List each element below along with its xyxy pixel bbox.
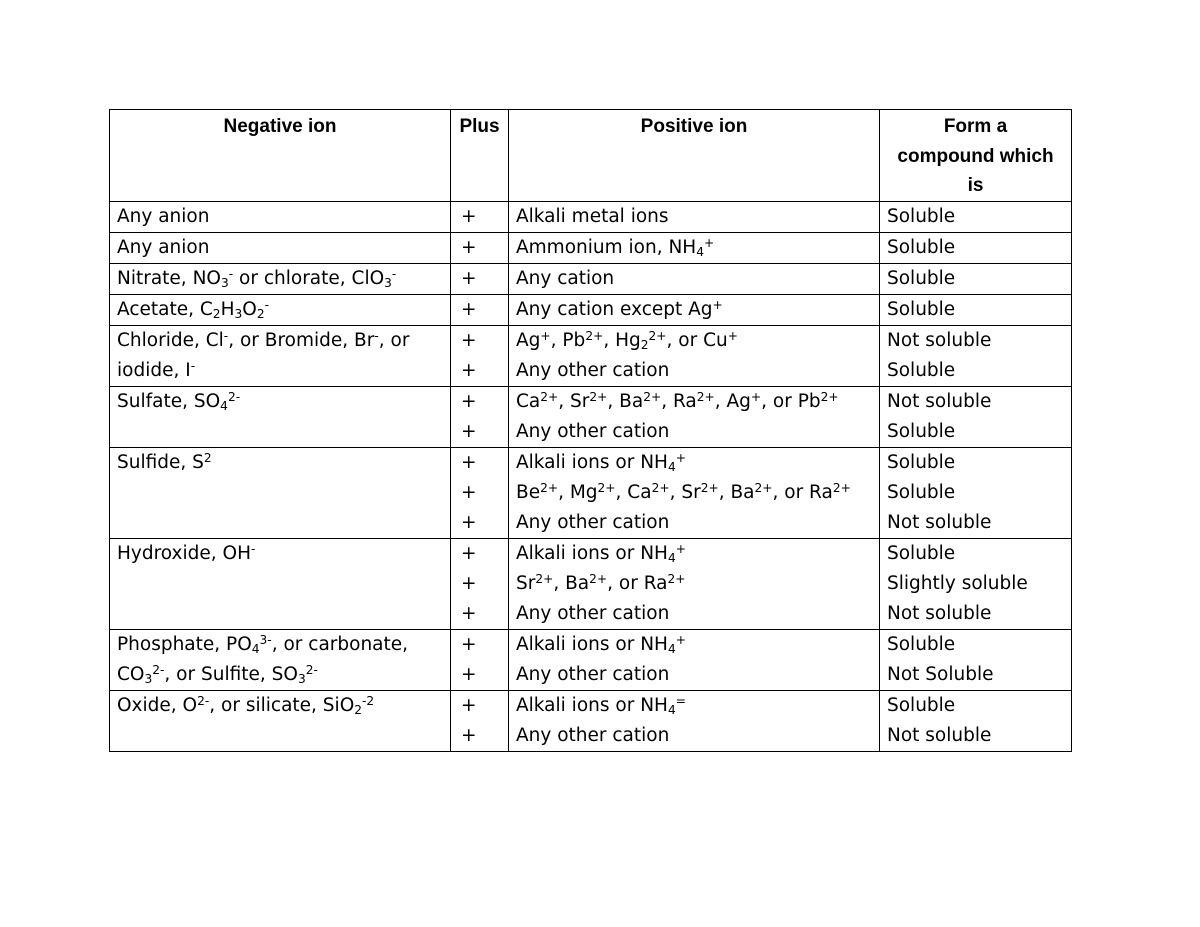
solubility-table [109, 109, 1072, 752]
solubility-result: Not soluble [887, 390, 992, 412]
subscript-text: 2 [354, 703, 363, 718]
plus-sign: + [461, 359, 477, 381]
text-run: Be [516, 481, 541, 503]
result-cell [880, 263, 1072, 294]
table-body [110, 201, 1072, 751]
text-run: iodide, I [117, 359, 191, 381]
negative-ion-text [110, 356, 450, 386]
plus-cell [451, 232, 509, 263]
subscript-text: 4 [667, 703, 676, 718]
negative-ion-text [110, 326, 450, 356]
text-run: , Mg [558, 481, 598, 503]
text-run: CO [117, 663, 145, 685]
text-run: , or Ra [772, 481, 833, 503]
text-run: , or silicate, SiO [209, 694, 355, 716]
plus-cell [451, 447, 509, 538]
solubility-result: Soluble [887, 420, 956, 442]
negative-ion-text [110, 448, 450, 478]
positive-ion-text [509, 721, 879, 751]
text-run: , or Ra [607, 572, 668, 594]
text-run: , Ba [718, 481, 755, 503]
subscript-text: 3 [234, 307, 243, 322]
negative-ion-text [110, 660, 450, 690]
negative-ion-cell [110, 232, 451, 263]
supscript-text: 2+ [648, 328, 667, 343]
negative-ion-text [110, 295, 450, 325]
text-run: O [242, 298, 257, 320]
text-run: , Ra [661, 390, 697, 412]
solubility-result: Not soluble [887, 602, 992, 624]
table-row [110, 325, 1072, 386]
text-run: Sulfate, SO [117, 390, 221, 412]
supscript-text: 2+ [643, 389, 662, 404]
text-run: Any other cation [516, 663, 670, 685]
header-result-line: Form a [943, 116, 1008, 137]
supscript-text: + [540, 328, 551, 343]
positive-ion-cell [509, 232, 880, 263]
plus-sign: + [461, 694, 477, 716]
subscript-text: 3 [220, 276, 229, 291]
text-run: Oxide, O [117, 694, 198, 716]
subscript-text: 4 [251, 642, 260, 657]
supscript-text: + [675, 632, 686, 647]
plus-sign: + [461, 633, 477, 655]
text-run: or chlorate, ClO [233, 267, 385, 289]
negative-ion-text [110, 387, 450, 417]
header-result-line: is [967, 175, 984, 197]
supscript-text: + [712, 297, 723, 312]
positive-ion-cell [509, 690, 880, 751]
text-run: Phosphate, PO [117, 633, 252, 655]
text-run: Chloride, Cl [117, 329, 224, 351]
solubility-result: Not soluble [887, 724, 992, 746]
supscript-text: - [374, 328, 379, 343]
plus-cell [451, 690, 509, 751]
positive-ion-cell [509, 386, 880, 447]
positive-ion-cell [509, 447, 880, 538]
plus-sign: + [461, 481, 477, 503]
header-row [110, 110, 1072, 202]
negative-ion-text [110, 264, 450, 294]
subscript-text: 3 [144, 672, 153, 687]
positive-ion-text [509, 660, 879, 690]
negative-ion-cell [110, 447, 451, 538]
text-run: , or Cu [666, 329, 728, 351]
negative-ion-text [110, 691, 450, 721]
plus-sign: + [461, 542, 477, 564]
text-run: Any other cation [516, 602, 670, 624]
plus-cell [451, 263, 509, 294]
supscript-text: + [727, 328, 738, 343]
positive-ion-text [509, 630, 879, 660]
solubility-result: Not Soluble [887, 663, 994, 685]
subscript-text: 4 [220, 399, 228, 414]
table-row [110, 386, 1072, 447]
plus-sign: + [461, 663, 477, 685]
plus-cell [451, 325, 509, 386]
supscript-text: 2- [197, 693, 210, 708]
supscript-text: 2+ [540, 480, 559, 495]
positive-ion-cell [509, 538, 880, 629]
plus-cell [451, 386, 509, 447]
table-row [110, 263, 1072, 294]
plus-sign: + [461, 205, 477, 227]
solubility-result: Soluble [887, 481, 956, 503]
supscript-text: + [675, 541, 686, 556]
supscript-text: 2+ [589, 389, 608, 404]
supscript-text: 2+ [820, 389, 839, 404]
solubility-result: Soluble [887, 542, 956, 564]
positive-ion-text [509, 569, 879, 599]
supscript-text: 2+ [832, 480, 851, 495]
positive-ion-cell [509, 294, 880, 325]
header-result [880, 110, 1072, 202]
text-run: , or [378, 329, 410, 351]
supscript-text: 2 [203, 450, 212, 465]
negative-ion-cell [110, 386, 451, 447]
positive-ion-cell [509, 325, 880, 386]
table-row [110, 201, 1072, 232]
supscript-text: 2- [227, 389, 241, 404]
text-run: , Sr [558, 390, 590, 412]
solubility-result: Soluble [887, 236, 956, 258]
supscript-text: + [703, 235, 715, 250]
header-plus: Plus [451, 110, 509, 202]
text-run: , Ca [615, 481, 652, 503]
plus-sign: + [461, 390, 477, 412]
positive-ion-text [509, 691, 879, 721]
plus-sign: + [461, 420, 477, 442]
result-cell [880, 201, 1072, 232]
text-run: , or carbonate, [271, 633, 409, 655]
text-run: , Ba [607, 390, 644, 412]
negative-ion-cell [110, 294, 451, 325]
subscript-text: 2 [256, 307, 265, 322]
text-run: Any other cation [516, 420, 670, 442]
plus-sign: + [461, 236, 477, 258]
subscript-text: 2 [640, 338, 649, 353]
text-run: , Sr [669, 481, 701, 503]
negative-ion-cell [110, 629, 451, 690]
negative-ion-text [110, 233, 450, 263]
supscript-text: = [675, 693, 686, 708]
result-cell [880, 386, 1072, 447]
negative-ion-cell [110, 538, 451, 629]
text-run: , or Bromide, Br [228, 329, 375, 351]
text-run: Alkali ions or NH [516, 451, 668, 473]
positive-ion-text [509, 539, 879, 569]
solubility-result: Soluble [887, 633, 956, 655]
plus-cell [451, 629, 509, 690]
supscript-text: 3- [259, 632, 272, 647]
plus-cell [451, 294, 509, 325]
positive-ion-text [509, 295, 879, 325]
supscript-text: - [190, 358, 196, 373]
supscript-text: 2+ [754, 480, 773, 495]
supscript-text: - [228, 266, 234, 281]
positive-ion-text [509, 264, 879, 294]
supscript-text: 2- [305, 662, 318, 677]
header-positive-ion: Positive ion [509, 110, 880, 202]
supscript-text: + [750, 389, 762, 404]
text-run: Nitrate, NO [117, 267, 221, 289]
text-run: Ammonium ion, NH [516, 236, 697, 258]
supscript-text: + [675, 450, 686, 465]
text-run: Any other cation [516, 724, 670, 746]
negative-ion-cell [110, 201, 451, 232]
text-run: Alkali ions or NH [516, 633, 668, 655]
positive-ion-text [509, 356, 879, 386]
negative-ion-cell [110, 263, 451, 294]
result-cell [880, 629, 1072, 690]
text-run: Any anion [117, 205, 210, 227]
plus-sign: + [461, 267, 477, 289]
positive-ion-text [509, 508, 879, 538]
positive-ion-text [509, 448, 879, 478]
text-run: Acetate, C [117, 298, 213, 320]
positive-ion-text [509, 233, 879, 263]
solubility-result: Soluble [887, 451, 956, 473]
supscript-text: 2+ [597, 480, 616, 495]
plus-cell [451, 538, 509, 629]
solubility-result: Soluble [887, 205, 956, 227]
positive-ion-text [509, 326, 879, 356]
supscript-text: - [223, 328, 229, 343]
positive-ion-text [509, 417, 879, 447]
result-cell [880, 232, 1072, 263]
supscript-text: 2+ [700, 480, 719, 495]
plus-sign: + [461, 724, 477, 746]
text-run: Hydroxide, OH [117, 542, 251, 564]
table-row [110, 447, 1072, 538]
text-run: , or Pb [761, 390, 821, 412]
text-run: Ag [516, 329, 541, 351]
supscript-text: - [391, 266, 397, 281]
text-run: , Ba [553, 572, 590, 594]
supscript-text: 2+ [589, 571, 608, 586]
text-run: , Pb [550, 329, 586, 351]
supscript-text: - [264, 297, 269, 312]
table-row [110, 294, 1072, 325]
plus-sign: + [461, 602, 477, 624]
plus-sign: + [461, 451, 477, 473]
solubility-result: Soluble [887, 694, 956, 716]
subscript-text: 4 [696, 245, 704, 260]
positive-ion-text [509, 599, 879, 629]
table-row [110, 232, 1072, 263]
text-run: Alkali metal ions [516, 205, 669, 227]
text-run: Alkali ions or NH [516, 694, 668, 716]
negative-ion-cell [110, 690, 451, 751]
supscript-text: 2+ [535, 571, 554, 586]
negative-ion-text [110, 202, 450, 232]
table-row [110, 690, 1072, 751]
positive-ion-text [509, 202, 879, 232]
result-cell [880, 294, 1072, 325]
text-run: , or Sulfite, SO [164, 663, 298, 685]
solubility-result: Slightly soluble [887, 572, 1028, 594]
text-run: Sulfide, S [117, 451, 204, 473]
text-run: Any cation except Ag [516, 298, 713, 320]
text-run: Ca [516, 390, 541, 412]
negative-ion-text [110, 539, 450, 569]
text-run: Any anion [117, 236, 210, 258]
supscript-text: 2+ [667, 571, 686, 586]
text-run: , Hg [603, 329, 641, 351]
text-run: Alkali ions or NH [516, 542, 668, 564]
supscript-text: 2+ [585, 328, 604, 343]
solubility-result: Soluble [887, 298, 956, 320]
table-row [110, 629, 1072, 690]
supscript-text: -2 [362, 693, 375, 708]
supscript-text: - [251, 541, 256, 556]
positive-ion-cell [509, 263, 880, 294]
subscript-text: 4 [667, 460, 676, 475]
subscript-text: 3 [384, 276, 392, 291]
subscript-text: 4 [667, 642, 676, 657]
negative-ion-text [110, 630, 450, 660]
result-cell [880, 325, 1072, 386]
text-run: Any cation [516, 267, 615, 289]
subscript-text: 4 [667, 551, 676, 566]
plus-sign: + [461, 572, 477, 594]
result-cell [880, 538, 1072, 629]
positive-ion-text [509, 387, 879, 417]
header-result-line: compound which [897, 145, 1054, 167]
supscript-text: 2+ [651, 480, 670, 495]
subscript-text: 3 [297, 672, 306, 687]
plus-sign: + [461, 511, 477, 533]
positive-ion-cell [509, 629, 880, 690]
supscript-text: 2- [152, 662, 165, 677]
positive-ion-cell [509, 201, 880, 232]
plus-sign: + [461, 329, 477, 351]
negative-ion-cell [110, 325, 451, 386]
text-run: Any other cation [516, 511, 670, 533]
result-cell [880, 690, 1072, 751]
supscript-text: 2+ [540, 389, 559, 404]
text-run: Sr [516, 572, 536, 594]
table-row [110, 538, 1072, 629]
supscript-text: 2+ [696, 389, 715, 404]
text-run: , Ag [714, 390, 751, 412]
subscript-text: 2 [212, 307, 221, 322]
solubility-result: Not soluble [887, 329, 992, 351]
solubility-result: Soluble [887, 359, 956, 381]
plus-cell [451, 201, 509, 232]
text-run: Any other cation [516, 359, 670, 381]
plus-sign: + [461, 298, 477, 320]
positive-ion-text [509, 478, 879, 508]
header-negative-ion: Negative ion [110, 110, 451, 202]
solubility-result: Not soluble [887, 511, 992, 533]
solubility-result: Soluble [887, 267, 956, 289]
result-cell [880, 447, 1072, 538]
text-run: H [220, 298, 235, 320]
